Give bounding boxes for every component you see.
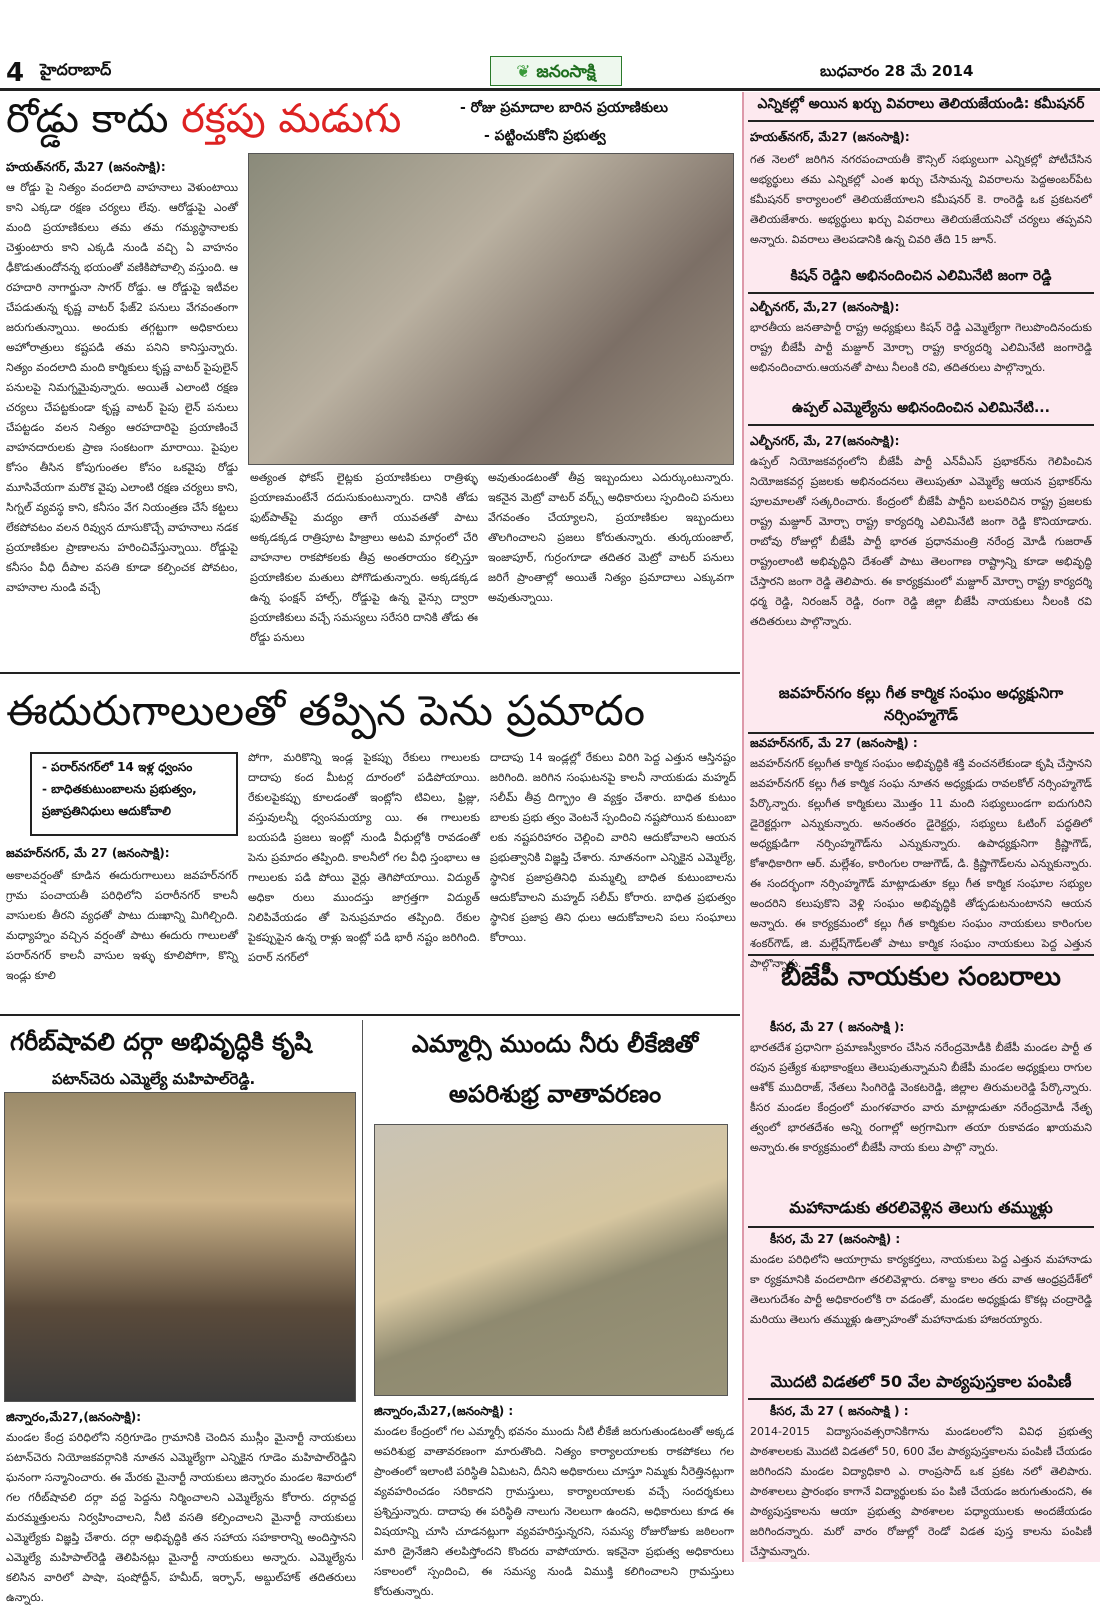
lead-col2: అత్యంత ఫోకస్ లైట్లకు ప్రయాణికులు రాత్రిళ్ళు ప్రయాణమంటేనే దదుసుకుంటున్నారు. దానికి తోడు ఫుట్‌పాత్‌పై మద్యం తాగే యువతతో పాటు అక్కడక్కడ రాత్రిపూట హిజ్రాలు అటవి మార్గంలో చేరి వాహనాల రాకపోకలకు తీవ్ర అంతరాయం కల్పిస్తూ ప్రయాణికుల మతులు పోగొడుతున్నారు. అక్కడక్కడ ఉన్న ఫంక్షన్ హాల్స్, రోడ్డుపై ఉన్న వైన్సు ద్వారా ప్రయాణికులు వచ్చే సమస్యలు సరేసరి దానికి తోడు ఈ రోడ్డు పనులు [250, 471, 478, 644]
newspaper-logo [490, 56, 622, 86]
third-sub: పటాన్‌చెరు ఎమ్మెల్యే మహిపాల్‌రెడ్డి. [52, 1070, 256, 1088]
fourth-headline-line1: ఎమ్మార్సి ముందు నీరు లీకేజితో [411, 1030, 699, 1058]
divider [748, 732, 1094, 734]
right-story4-text: జవహర్‌నగర్ కల్లుగీత కార్మిక సంఘం అభివృద్ధికి శక్తి వంచనలేకుండా కృషి చేస్తానని జవహర్‌నగర్ కల్లు గీత కార్మిక సంఘ నూతన అధ్యక్షుడు రావలకోల్ నర్సింహ్మగౌడ్ పేర్కొన్నారు. కల్లుగీత కార్మికులు మొత్తం 11 మంది సభ్యులుండగా ఐదుగురిని డైరెక్టర్లుగా ఎన్నుకున్నారు. అనంతరం డైరెక్టర్లు, సభ్యులు ఓటింగ్ పద్ధతిలో అధ్యక్షుడిగా నర్సింహ్మగౌడ్‌ను ఎన్నుకున్నారు. ఉపాధ్యక్షునిగా క్రిష్ణాగౌడ్, కోశాధికారిగా ఆర్. మల్లేశం, కారింగుల రాజుగౌడ్, డి. క్రిష్ణాగౌడ్‌లను ఎన్నుకున్నారు. ఈ సందర్భంగా నర్సింహ్మగౌడ్ మాట్లాడుతూ కల్లు గీత కార్మిక సంఘాల సభ్యుల అందరిని కలుపుకొని వెళ్లి సంఘం అభివృద్ధికి తోడ్పడుటనుంటానని ఆయన అన్నారు. ఈ కార్యక్రమంలో కల్లు గీత కార్మికుల సంఘం నాయకులు కారింగుల శంకర్‌గౌడ్, జి. మల్లేష్‌గౌడ్‌లతో పాటు కార్మిక సంఘం నాయకులు పెద్ద ఎత్తున పాల్గొన్నారు. [750, 757, 1092, 970]
column-divider [362, 1020, 363, 1560]
mrc-building-photo [374, 1124, 728, 1396]
fourth-dateline: జిన్నారం,మే27,(జనంసాక్షి) : [374, 1404, 514, 1418]
fourth-text: మండల కేంద్రంలో గల ఎమ్మార్సీ భవనం ముందు నీటి లీకేజీ జరుగుతుండటంతో అక్కడ అపరిశుభ్ర వాతావరణంగా మారుతొంది. నిత్యం కార్యాలయాలకు రాకపోకలు గల ప్రాంతంలో ఇలాంటి పరిస్థితి ఏమిటని, దీనిని అధికారులు చూస్తూ నిమ్మకు నీరెత్తినట్లుగా వ్యవహరించడం సరికాదని గ్రామస్తులు, కార్యాలయాలకు వచ్చే సందర్శకులు ప్రశ్నిస్తున్నారు. దాదాపు ఈ పరిస్థితి నాలుగు నెలలుగా ఉందని, అధికారులు కూడ ఈ విషయాన్ని చూసి చూడనట్లుగా వ్యవహరిస్తున్నరని, సమస్య రోజురోజుకు జఠిలంగా మారి డ్రైనేజిని తలపిస్తోందని కొందరు వాపోయారు. ఇకనైనా ప్రభుత్వ అధికారులు సకాలంలో స్పందించి, ఈ సమస్య నుండి విముక్తి కలిగించాలని గ్రామస్తులు కోరుతున్నారు. [374, 1425, 734, 1598]
lead-col3: అవుతుండటంతో తీవ్ర ఇబ్బందులు ఎదుర్కుంటున్నారు. ఇకనైన మెట్రో వాటర్ వర్క్స్ అధికారులు స్పందించి పనులు వేగవంతం చేయ్యాలని, ప్రయాణికుల ఇబ్బందులు తొలగించాలని ప్రజలు కోరుతున్నారు. తుర్కయంజాల్, ఇంజాపూర్, గుర్రంగూడా తదితర మెట్రో వాటర్ పనులు జరిగే ప్రాంతాల్లో అయితే నిత్యం ప్రమాదాలు ఎక్కువగా అవుతున్నాయి. [488, 471, 734, 604]
right-story2-text: భారతీయ జనతాపార్టీ రాష్ట్ర అధ్యక్షులు కిషన్ రెడ్డి ఎమ్మెల్యేగా గెలుపొందినందుకు రాష్ట్ర బీజేపీ పార్టీ మజ్దూర్ మోర్చా రాష్ట్ర కార్యదర్శి ఎలిమినేటి జంగారెడ్డి అభినందించారు.ఆయనతో పాటు నీలంకి రవి, తదితరులు పాల్గొన్నారు. [750, 321, 1092, 374]
right-story4-title: జవహర్‌నగం కల్లు గీత కార్మిక సంఘం అధ్యక్షునిగా నర్సింహ్మగౌడ్ [778, 684, 1064, 724]
right-story6-title: మహానాడుకు తరలివెళ్లిన తెలుగు తమ్ముళ్లు [789, 1198, 1053, 1217]
lead-headline-part1: రోడ్డు కాదు [6, 96, 169, 142]
second-bullets [30, 752, 238, 836]
page-number: 4 [6, 58, 25, 88]
divider [748, 424, 1094, 426]
divider [0, 1014, 740, 1016]
lead-sub1: - రోజు ప్రమాదాల బారిన ప్రయాణికులు [460, 100, 668, 116]
accident-photo [248, 153, 734, 465]
right-story7-text: 2014-2015 విద్యాసంవత్సరానికిగాను మండలంలోని వివిధ ప్రభుత్వ పాఠశాలలకు మొదటి విడతలో 50, 600 వేల పాఠ్యపుస్తకాలను పంపిణీ చేయడం జరిగిందని మండల విద్యాధికారి ఎ. రాంప్రసాద్ ఒక ప్రకట నలో తెలిపారు. పాఠశాలలు ప్రారంభం కాగానే విద్యార్థులకు పం పిణి చేయడం జరుగుతుందని, ఈ పాఠ్యపుస్తకాలను ఆయా ప్రభుత్వ పాఠశాలల పధ్యాయులకు అందజేయడం జరిగిందన్నారు. మరో వారం రోజుల్లో రెండో విడత పుస్త కాలను పంపిణీ చేస్తామన్నారు. [750, 1425, 1092, 1558]
right-story6-dateline: కీసర, మే 27 (జనంసాక్షి) : [770, 1232, 901, 1246]
right-story3-title: ఉప్పల్ ఎమ్మెల్యేను అభినందించిన ఎలిమినేటి... [792, 400, 1050, 416]
issue-date: బుధవారం 28 మే 2014 [820, 62, 974, 80]
right-story5-title: బీజేపీ నాయకుల సంబరాలు [781, 962, 1061, 992]
second-col3: దాదాపు 14 ఇండ్లల్లో రేకులు విరిగి పెద్ద ఎత్తున ఆస్తినష్టం జరిగింది. జరిగిన సంఘటనపై కాలనీ నాయకుడు మహ్మద్ సలీమ్ తీవ్ర దిగ్భ్రాం తి వ్యక్తం చేశారు. బాధిత కుటుం బాలకు ప్రభు త్వం వెంటనే స్పందించి నష్టపోయిన కుటుంబా లకు నష్టపరిహారం చెల్లించి వారిని ఆదుకోవాలని ఆయన ప్రభుత్వానికి విజ్ఞప్తి చేశారు. నూతనంగా ఎన్నికైన ఎమ్మెల్యే, స్థానిక ప్రజాప్రతినిధి మమ్మల్ని బాధిత కుటుంబాలను ఆదుకోవాలని మహ్మద్ సలీమ్ కోరారు. బాధిత ప్రభుత్వం స్థానిక ప్రజాప్ర తిని ధులు ఆదుకోవాలని పలు సంఘాలు కోరాయి. [490, 751, 736, 944]
masthead [0, 0, 1100, 92]
right-story1-text: గత నెలలో జరిగిన నగరపంచాయతీ కౌన్సిల్ సభ్యులుగా ఎన్నికల్లో పోటీచేసిన అభ్యర్థులు తమ ఎన్నికల్లో ఎంత ఖర్చు చేసామన్న వివరాలను పెద్దఅంబర్‌పేట కమీషనర్ కార్యాలంలో తెలియజేయాలని కమీషనర్ కె. రాంరెడ్డి ఒక ప్రకటనలో తెలియజేశారు. అభ్యర్థులు ఖర్చు వివరాలు తెలియజేయనిచో చర్యలు తప్పవని అన్నారు. వివరాలు తెలపడానికి ఉన్న చివరి తేది 15 జూన్. [750, 153, 1092, 246]
fourth-headline-line2: అపరిశుభ్ర వాతావరణం [448, 1080, 662, 1108]
felicitation-photo [4, 1092, 356, 1402]
lead-col1: ఆ రోడ్డు పై నిత్యం వందలాది వాహనాలు వెళుంటాయి కాని ఎక్కడా రక్షణ చర్యలు లేవు. ఆరోడ్డుపై ఎంతో మంది ప్రయాణికులు తమ తమ గమ్యస్థానాలకు చెళ్తుంటారు కాని ఎక్కడి నుండి వచ్చి ఏ వాహనం ఢీకొడుతుందోనన్న భయంతో వణికిపోవాల్సి వస్తుంది. ఆ రహదారి నాగార్జునా సాగర్ రోడ్డు. ఆ రోడ్డుపై ఇటీవల చేపడుతున్న కృష్ణ వాటర్ ఫేజ్2 పనులు వేగవంతంగా జరుగుతున్నాయి. అందుకు తగ్గట్టుగా అధికారులు అహోరాత్రులు కష్టపడి తమ పనిని కానిస్తున్నారు. నిత్యం వందలాది మంది కార్మికులు కృష్ణ వాటర్ పైపులైన్ పనులపై నిమగ్నమైవున్నారు. అయితే ఎలాంటి రక్షణ చర్యలు చేపట్టకుండా కృష్ణ వాటర్ పైపు లైన్ పనులు చేపట్టడం వలన నిత్యం ఆరహదారిపై ప్రయాణించే వాహనదారులకు ప్రాణ సంకటంగా మారాయి. పైపుల కోసం తీసిన కోపుగుంతల కోసం ఒకవైపు రోడ్డు మూసివేయగా మరొక వైపు ఎలాంటి రక్షణ చర్యలు కాని, సిగ్నల్ వ్యవస్థ కాని, కనీసం వేగ నియంత్రణ చేసే కట్టలు లేకపోవటం వలన రివ్వున దూసుకొచ్చే వాహనాలు నడక ప్రయాణికుల ప్రాణాలను హరించివేస్తున్నాయి. రోడ్డుపై కనీసం వీధి దీపాల వసతి కూడా కల్పించక పోవటం, వాహనాల నుండి వచ్చే [6, 181, 238, 594]
right-story6-text: మండల పరిధిలోని ఆయాగ్రామ కార్యకర్తలు, నాయకులు పెద్ద ఎత్తున మహానాడు కా ర్యక్రమానికి వందలాదిగా తరలివెళ్లారు. దశాబ్ద కాలం తరు వాత ఆంధ్రప్రదేశ్‌లో తెలుగుదేశం పార్టీ అధికారంలోకి రా వడంతో, మండల అధ్యక్షుడు కొకట్ల చంద్రారెడ్డి మరియు తెలుగు తమ్ముళ్లు ఉత్సాహంతో మహానాడుకు హాజరయ్యారు. [750, 1253, 1092, 1326]
right-story1-title: ఎన్నికల్లో అయిన ఖర్చు వివరాలు తెలియజేయండి: కమీషనర్ [757, 96, 1085, 112]
divider [748, 120, 1094, 122]
divider [748, 1398, 1094, 1400]
city-name: హైదరాబాద్ [40, 60, 112, 79]
lead-headline-part2: రక్తపు మడుగు [181, 96, 402, 142]
lead-dateline: హయత్‌నగర్, మే27 (జనంసాక్షి): [6, 160, 166, 174]
masthead-rule [0, 88, 1100, 91]
right-story5-text: భారతదేశ ప్రధానిగా ప్రమాణస్వీకారం చేసిన నరేంద్రమోడీకి బీజేపీ మండల పార్టీ త రపున ప్రత్యేక శుభాకాంక్షలు తెలుపుతున్నామని బీజేపీ మండల అధ్యక్షులు రాగుల ఆశోక్ ముదిరాజ్, నేతలు సింగిరెడ్డి వెంకటరెడ్డి, జిల్లాల తిరుమలరెడ్డి పేర్కొన్నారు. కీసర మండల కేంద్రంలో మంగళవారం వారు మాట్లాడుతూ నరేంద్రమోడీ నేతృ త్వంలో భారతదేశం అన్ని రంగాల్లో అగ్రగామిగా తయా రుకావడం ఖాయమని అన్నారు.ఈ కార్యక్రమంలో బీజేపీ నాయ కులు పాల్గొ న్నారు. [750, 1041, 1092, 1154]
second-col1: అకాలవర్షంతో కూడిన ఈదురుగాలులు జవహర్‌నగర్ గ్రామ పంచాయతీ పరిధిలోని పరారీనగర్ కాలనీ వాసులకు తీరని వ్యధతో పాటు దుఃఖాన్ని మిగిల్చింది. మధ్యాహ్నం వచ్చిన వర్షంతో పాటు ఈదురు గాలులతో పరార్‌నగర్ కాలనీ వాసుల ఇళ్ళు కూలిపోగా, కొన్ని ఇండ్లు కూలి [6, 869, 238, 982]
second-bullet2: - బాధితకుటుంబాలను ప్రభుత్వం, ప్రజాప్రతినిధులు ఆదుకోవాలి [42, 782, 197, 818]
divider [748, 292, 1094, 294]
lead-headline [6, 96, 401, 152]
second-bullet1: - పరార్‌నగర్‌లో 14 ఇళ్ల ధ్వంసం [42, 760, 193, 774]
second-dateline: జవహర్‌నగర్, మే 27 (జనంసాక్షి): [6, 846, 170, 860]
lead-sub2: - పట్టించుకోని ప్రభుత్వ [484, 128, 606, 144]
divider [748, 954, 1094, 956]
divider [748, 1226, 1094, 1228]
third-text: మండల కేంద్ర పరిధిలోని నర్రిగూడెం గ్రామానికి చెందిన ముస్లీం మైనార్టీ నాయకులు పటాన్‌చెరు నియోజకవర్గానికి నూతన ఎమ్మెల్యేగా ఎన్నికైన గూడెం మహిపాల్‌రెడ్డిని ఘనంగా సన్మానించారు. ఈ మేరకు మైనార్టీ నాయకులు జిన్నారం మండల శివారులో గల గరీబ్‌షావలి దర్గా వద్ద పెద్దను నిర్మించాలని ఎమ్మెల్యేను కోరారు. దర్గావద్ద మరమ్మత్తులను నిర్వహించాలని, నీటి వసతి కల్పించాలని మైనార్టీ నాయకులు ఎమ్మెల్యేకు విజ్ఞప్తి చేశారు. దర్గా అభివృద్ధికి తన సహాయ సహకారాన్ని అందిస్తానని ఎమ్మెల్యే మహిపాల్‌రెడ్డి తెలిపినట్లు మైనార్టీ నాయకులు అన్నారు. ఎమ్మెల్యేను కలిసిన వారిలో పాషా, షంషోద్దీన్, హమీద్, ఇర్ఫాన్, అబ్దుల్‌హాక్ తదితరులు ఉన్నారు. [6, 1431, 356, 1604]
right-story3-dateline: ఎల్బీనగర్, మే, 27(జనంసాక్షి): [750, 434, 900, 448]
divider [0, 672, 740, 674]
right-story7-dateline: కీసర, మే 27 ( జనంసాక్షి ) : [770, 1404, 909, 1418]
right-story2-title: కిషన్ రెడ్డిని అభినందించిన ఎలిమినేటి జంగా రెడ్డి [790, 268, 1052, 284]
third-headline: గరీబ్‌షావలి దర్గా అభివృద్ధికి కృషి [10, 1028, 312, 1056]
third-dateline: జిన్నారం,మే27,(జనంసాక్షి): [6, 1410, 142, 1424]
second-headline: ఈదురుగాలులతో తప్పిన పెను ప్రమాదం [6, 686, 646, 735]
right-story7-title: మొదటి విడతలో 50 వేల పాఠ్యపుస్తకాల పంపిణీ [770, 1372, 1072, 1391]
leaf-icon: ❦ [516, 62, 531, 82]
logo-text: జనంసాక్షి [536, 62, 596, 82]
second-col2: పోగా, మరికొన్ని ఇండ్ల పైకప్పు రేకులు గాలులకు దాదాపు కంద మీటర్ల దూరంలో పడిపోయాయి. రేకులపైకప్పు కూలడంతో ఇంట్లోని టివిలు, ఫ్రిజ్లు, వస్తువులన్నీ ధ్వంసమయ్యా యి. ఈ గాలులకు బయపడి ప్రజలు ఇంట్లో నుండి వీధుల్లోకి రావడంతో పెను ప్రమాదం తప్పింది. కాలనీలో గల వీధి స్తంభాలు ఆ గాలులకు పడి పోయి వైర్లు తెగిపోయాయి. విద్యుత్ అధికా రులు ముందస్తు జాగ్రత్తగా విద్యుత్ నిలిపివేయడం తో పెనుప్రమాదం తప్పింది. రేకుల పైకప్పుపైన ఉన్న రాళ్లు ఇంట్లో పడి భారీ నష్టం జరిగింది. పరార్ నగర్‌లో [248, 751, 480, 964]
right-story2-dateline: ఎల్బీనగర్, మే,27 (జనంసాక్షి): [750, 300, 900, 314]
right-story5-dateline: కీసర, మే 27 ( జనంసాక్షి ): [770, 1020, 905, 1034]
right-story3-text: ఉప్పల్ నియోజకవర్గంలోని బీజేపీ పార్టీ ఎన్‌వీఎస్ ప్రభాకర్‌ను గెలిపించిన నియోజకవర్గ ప్రజలకు అభినందనలు తెలుపుతూ ఎమ్మెల్యే ఆయన ప్రభాకర్‌ను పూలమాలతో సత్కరించారు. కేంద్రంలో బీజేపీ పార్టీని బలపరిచిన రాష్ట్ర ప్రజలకు రాష్ట్ర మజ్దూర్ మోర్చా రాష్ట్ర కార్యదర్శి ఎలిమినేటి జంగా రెడ్డి కొనియాడారు. రాబోవు రోజుల్లో బీజేపీ పార్టీ భారత ప్రధానమంత్రి నరేంద్ర మోడీ గుజరాత్ రాష్ట్రంలాంటి అభివృద్ధిని దేశంతో పాటు తెలంగాణ రాష్ట్రాన్ని కూడా అభివృద్ధి చేస్తారని జంగా రెడ్డి తెలిపారు. ఈ కార్యక్రమంలో మజ్దూర్ మోర్చా రాష్ట్ర కార్యదర్శి ధర్మ రెడ్డి, నిరంజన్ రెడ్డి, రంగా రెడ్డి జిల్లా బీజేపీ నాయకులు నీలంకి రవి తదితరులు పాల్గొన్నారు. [750, 455, 1092, 628]
right-story1-dateline: హయత్‌నగర్, మే27 (జనంసాక్షి): [750, 130, 910, 144]
right-story4-dateline: జవహర్‌నగర్, మే 27 (జనంసాక్షి) : [750, 736, 918, 750]
